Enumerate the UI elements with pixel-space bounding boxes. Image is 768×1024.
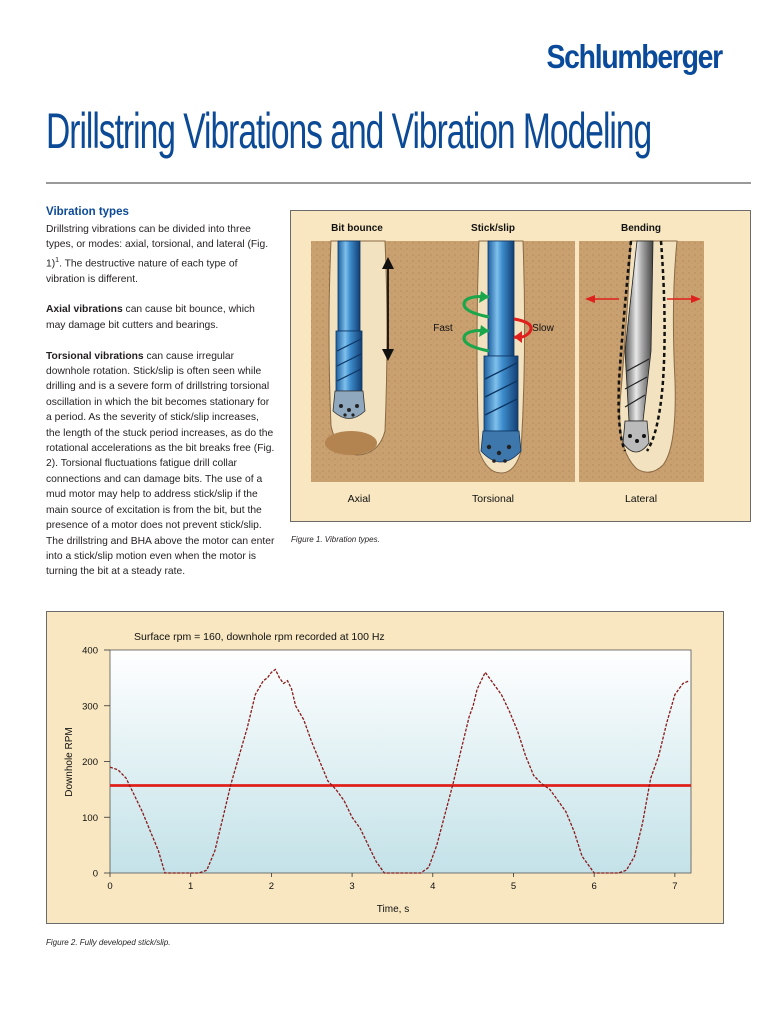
downhole-rpm-chart [47,612,723,923]
y-tick-label-3: 300 [82,701,98,713]
slow-label: Slow [532,323,554,334]
y-tick-label-2: 200 [82,757,98,768]
paragraph-torsional [46,349,276,580]
x-axis-label: Time, s [376,904,410,915]
x-tick-label-3: 3 [349,881,355,892]
section-heading: Vibration types [46,206,129,218]
y-tick-label-4: 400 [82,645,98,657]
y-tick-label-0: 0 [92,868,98,880]
p1-text: Drillstring vibrations can be divided into three types, or modes: axial, torsional, and lateral (Fig. 1) [46,224,269,270]
panel-label-torsional: Torsional [471,493,515,505]
paragraph-axial [46,302,276,333]
body-text-column [46,205,276,595]
paragraph-intro [46,222,276,287]
p2-bold: Axial vibrations [46,304,123,316]
p3-text: can cause irregular downhole rotation. Stick/slip is often seen while drilling and is a severe form of drillstring torsional oscillation in which the bit becomes stationary for a period. As the severity of stick/slip increases, the length of the stuck period increases, as do the rotational accelerations as the bit breaks free (Fig. 2). Torsional fluctuations fatigue drill collar connections and can damage bits. The use of a mud motor may help to address stick/slip if the main source of excitation is from the bit, but the presence of a motor does not prevent stick/slip. The drillstring and BHA above the motor can enter into a stick/slip motion even when the motor is turning the bit at a steady rate. [46,350,275,578]
x-tick-label-4: 4 [430,881,436,892]
x-tick-label-5: 5 [510,881,517,892]
chart-title: Surface rpm = 160, downhole rpm recorded at 100 Hz [134,631,385,643]
citation-sup: 1 [55,256,60,264]
y-tick-label-1: 100 [82,812,98,824]
fast-label: Fast [433,323,453,334]
panel-label-lateral: Lateral [624,493,658,505]
figure-1-illustration [291,211,750,521]
x-tick-label-0: 0 [107,881,113,892]
panel-title-stick-slip: Stick/slip [471,223,515,234]
p3-bold: Torsional vibrations [46,350,144,362]
panel-title-bending: Bending [621,223,661,234]
figure-2-caption: Figure 2. Fully developed stick/slip. [46,938,171,947]
brand-logo: Schlumberger [546,38,722,75]
panel-label-axial: Axial [347,493,371,505]
x-tick-label-1: 1 [188,881,194,892]
x-tick-label-2: 2 [268,881,275,892]
figure-2-box [46,611,724,924]
page-title: Drillstring Vibrations and Vibration Modeling [46,103,652,159]
p2-text: can cause bit bounce, which may damage bit cutters and bearings. [46,304,255,331]
p1-tail: . The destructive nature of each type of vibration is different. [46,258,238,285]
title-divider [46,182,751,184]
plot-area [110,650,691,873]
x-tick-label-7: 7 [672,881,678,892]
panel-title-bit-bounce: Bit bounce [331,223,383,234]
x-tick-label-6: 6 [591,881,597,892]
figure-1-caption: Figure 1. Vibration types. [291,535,380,544]
figure-1-box [290,210,751,522]
y-axis-label: Downhole RPM [64,727,75,797]
